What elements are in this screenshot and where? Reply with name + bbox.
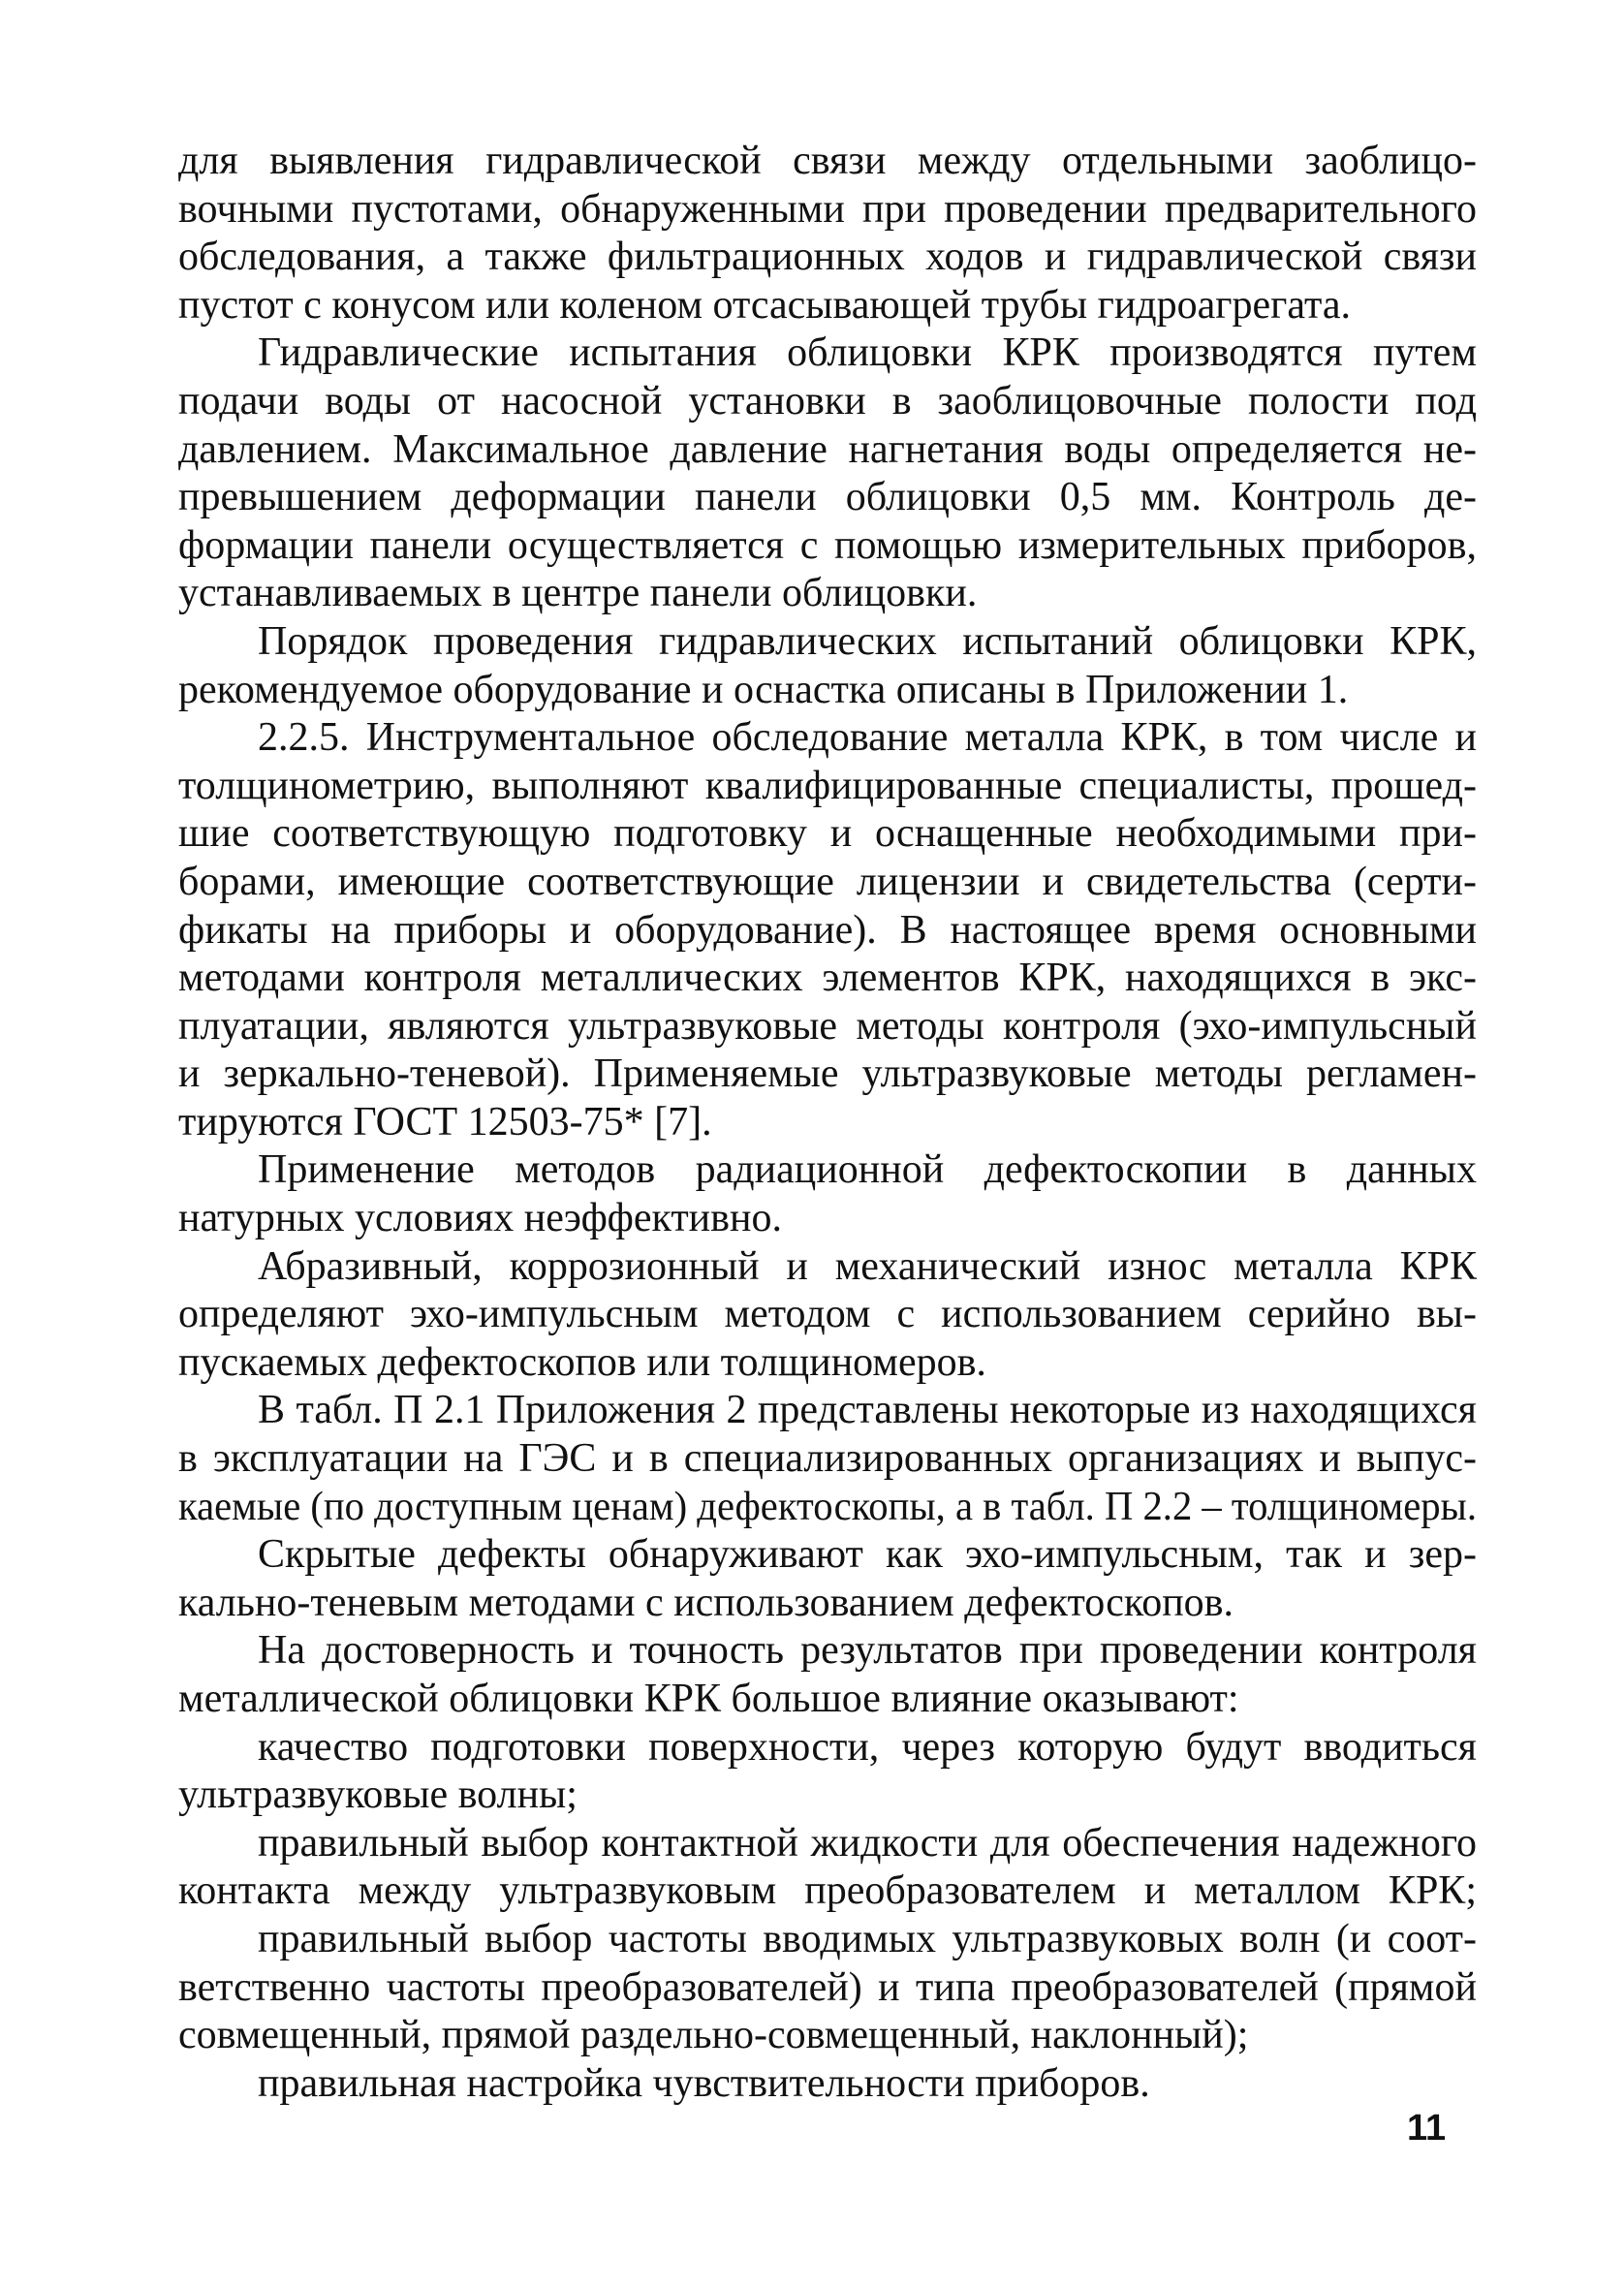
text-line: Абразивный, коррозионный и механический износ металла КРК (258, 1243, 1477, 1289)
text-line: вочными пустотами, обнаруженными при проведении предварительного (178, 186, 1477, 232)
body-text (178, 138, 1477, 2108)
page-number: 11 (1407, 2108, 1447, 2149)
paragraph-accuracy-factors (178, 1627, 1477, 1723)
text-line: формации панели осуществляется с помощью измерительных приборов, (178, 522, 1477, 568)
text-line: рекомендуемое оборудование и оснастка описаны в Приложении 1. (178, 667, 1349, 712)
text-line: ультразвуковые волны; (178, 1772, 578, 1818)
paragraph-test-procedure (178, 618, 1477, 714)
text-line: подачи воды от насосной установки в заоблицовочные полости под (178, 378, 1477, 423)
paragraph-factor-liquid (178, 1820, 1477, 1916)
text-line: На достоверность и точность результатов при проведении контроля (258, 1628, 1477, 1674)
text-line: тируются ГОСТ 12503-75* [7]. (178, 1099, 712, 1145)
text-line: ветственно частоты преобразователей) и типа преобразователей (прямой (178, 1964, 1477, 2010)
text-line: для выявления гидравлической связи между отдельными заоблицо- (178, 139, 1477, 183)
paragraph-factor-surface (178, 1724, 1477, 1820)
text-line: совмещенный, прямой раздельно-совмещенный, наклонный); (178, 2013, 1249, 2058)
text-line: пустот с конусом или коленом отсасывающей трубы гидроагрегата. (178, 282, 1351, 328)
text-line: плуатации, являются ультразвуковые методы контроля (эхо-импульсный (178, 1003, 1477, 1049)
paragraph-factor-frequency (178, 1916, 1477, 2060)
text-line: В табл. П 2.1 Приложения 2 представлены некоторые из находящихся (258, 1388, 1477, 1433)
text-line: Порядок проведения гидравлических испытаний облицовки КРК, (258, 618, 1477, 664)
paragraph-factor-sensitivity (178, 2060, 1477, 2109)
text-line: превышением деформации панели облицовки 0,5 мм. Контроль де- (178, 475, 1477, 520)
paragraph-section-2-2-5 (178, 714, 1477, 1146)
text-line: правильный выбор частоты вводимых ультразвуковых волн (и соот- (258, 1916, 1477, 1961)
paragraph-wear-detection (178, 1243, 1477, 1388)
text-line: правильная настройка чувствительности приборов. (258, 2060, 1150, 2106)
paragraph-hydraulic-tests (178, 329, 1477, 618)
text-line: толщинометрию, выполняют квалифицированные специалисты, прошед- (178, 763, 1477, 808)
text-line: Применение методов радиационной дефектоскопии в данных (258, 1147, 1477, 1193)
text-line: Скрытые дефекты обнаруживают как эхо-импульсным, так и зер- (258, 1532, 1477, 1578)
text-line: металлической облицовки КРК большое влияние оказывают: (178, 1677, 1239, 1721)
text-line: контакта между ультразвуковым преобразователем и металлом КРК; (178, 1868, 1477, 1914)
text-line: 2.2.5. Инструментальное обследование металла КРК, в том числе и (258, 715, 1477, 761)
text-line: каемые (по доступным ценам) дефектоскопы, а в табл. П 2.2 – толщиномеры. (178, 1484, 1477, 1529)
paragraph-appendix-2-tables (178, 1387, 1477, 1531)
text-line: натурных условиях неэффективно. (178, 1196, 782, 1241)
text-line: и зеркально-теневой). Применяемые ультразвуковые методы регламен- (178, 1051, 1477, 1097)
text-line: шие соответствующую подготовку и оснащенные необходимыми при- (178, 811, 1477, 857)
text-line: правильный выбор контактной жидкости для обеспечения надежного (258, 1820, 1477, 1866)
text-line: устанавливаемых в центре панели облицовки. (178, 571, 978, 616)
text-line: качество подготовки поверхности, через которую будут вводиться (258, 1724, 1477, 1770)
text-line: давлением. Максимальное давление нагнетания воды определяется не- (178, 426, 1477, 472)
text-line: пускаемых дефектоскопов или толщиномеров. (178, 1339, 986, 1385)
paragraph-hidden-defects (178, 1531, 1477, 1627)
text-line: борами, имеющие соответствующие лицензии и свидетельства (серти- (178, 859, 1477, 904)
text-line: определяют эхо-импульсным методом с использованием серийно вы- (178, 1292, 1477, 1337)
text-line: в эксплуатации на ГЭС и в специализированных организациях и выпус- (178, 1436, 1477, 1482)
text-line: Гидравлические испытания облицовки КРК производятся путем (258, 330, 1477, 376)
text-line: методами контроля металлических элементов КРК, находящихся в экс- (178, 956, 1477, 1001)
text-line: фикаты на приборы и оборудование). В настоящее время основными (178, 907, 1477, 953)
text-line: кально-теневым методами с использованием дефектоскопов. (178, 1580, 1234, 1625)
text-line: обследования, а также фильтрационных ходов и гидравлической связи (178, 235, 1477, 280)
paragraph-radiation-methods (178, 1146, 1477, 1242)
paragraph-intro-continuation (178, 138, 1477, 329)
